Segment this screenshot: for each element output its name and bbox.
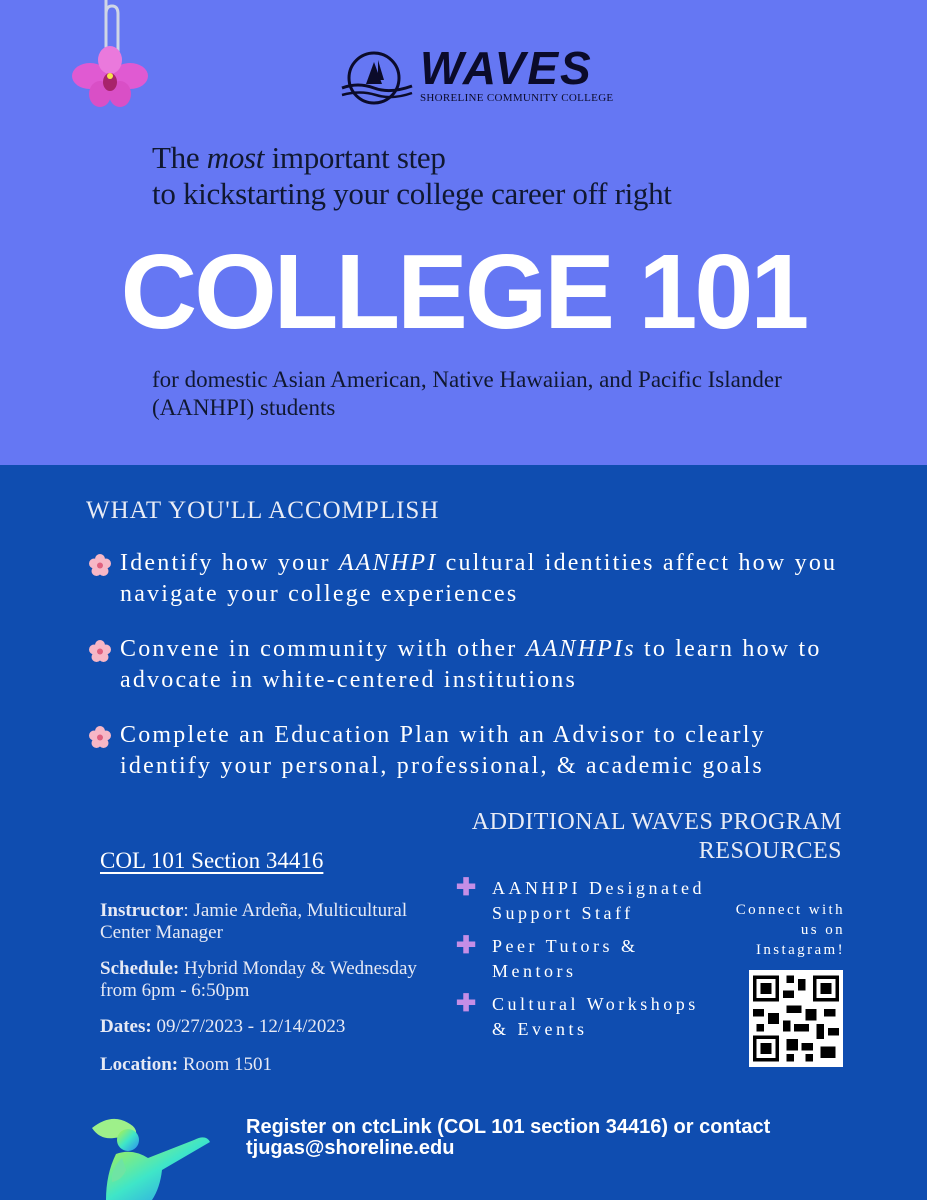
- register-text: Register on ctcLink (COL 101 section 34416) or contact tjugas@shoreline.edu: [246, 1116, 771, 1159]
- tagline-post: important step: [264, 140, 446, 175]
- item-text: Convene in community with other: [120, 636, 526, 662]
- blossom-icon: [86, 726, 114, 748]
- accomplish-item: [86, 720, 846, 782]
- schedule-value: Hybrid Monday & Wednesday from 6pm - 6:50pm: [100, 958, 417, 1001]
- tagline-pre: The: [152, 140, 207, 175]
- dates-label: Dates:: [100, 1016, 152, 1037]
- plus-icon: ✚: [456, 932, 477, 959]
- location-value: Room 1501: [178, 1054, 273, 1075]
- plus-icon: ✚: [456, 990, 477, 1017]
- accomplish-item: [86, 634, 846, 696]
- person-illustration-icon: [82, 1110, 232, 1200]
- item-text-rest: to learn how to advocate in white-centered institutions: [120, 636, 822, 693]
- item-emphasis: AANHPI: [338, 550, 438, 576]
- location-info: [100, 1054, 430, 1076]
- tagline-line2: to kickstarting your college career off right: [152, 176, 672, 211]
- tagline: [152, 140, 672, 212]
- location-label: Location:: [100, 1054, 179, 1075]
- instagram-text: Connect with us on Instagram!: [735, 902, 845, 958]
- accomplish-item: [86, 548, 846, 610]
- instructor-info: [100, 900, 430, 944]
- instructor-value: : Jamie Ardeña, Multicultural Center Manager: [100, 900, 408, 943]
- logo-subtitle: SHORELINE COMMUNITY COLLEGE: [420, 92, 614, 104]
- blossom-icon: [86, 554, 114, 576]
- paperclip-orchid-icon: [70, 0, 150, 112]
- item-text-rest: cultural identities affect how you navigate your college experiences: [120, 550, 838, 607]
- item-emphasis: AANHPIs: [525, 636, 636, 662]
- tagline-emphasis: most: [206, 140, 265, 175]
- resource-label: Cultural Workshops & Events: [492, 994, 699, 1039]
- resources-list: [456, 876, 716, 1050]
- page-title: COLLEGE 101: [120, 233, 807, 351]
- audience-text: for domestic Asian American, Native Hawaiian, and Pacific Islander (AANHPI) students: [152, 367, 782, 420]
- resource-item: [456, 934, 716, 984]
- resource-item: [456, 992, 716, 1042]
- accomplish-heading: WHAT YOU'LL ACCOMPLISH: [86, 497, 440, 524]
- item-text: Complete an Education Plan with an Advisor to clearly identify your personal, professional, & academic goals: [120, 722, 766, 779]
- waves-logo-icon: [338, 50, 416, 106]
- dates-value: 09/27/2023 - 12/14/2023: [151, 1016, 346, 1037]
- resources-heading: ADDITIONAL WAVES PROGRAM RESOURCES: [471, 809, 842, 864]
- blossom-icon: [86, 640, 114, 662]
- course-section-title: COL 101 Section 34416: [100, 848, 324, 873]
- item-text: Identify how your: [120, 550, 339, 576]
- logo-wordmark: WAVES: [420, 42, 593, 94]
- resource-label: AANHPI Designated Support Staff: [492, 878, 705, 923]
- schedule-label: Schedule:: [100, 958, 180, 979]
- plus-icon: ✚: [456, 874, 477, 901]
- resource-item: [456, 876, 716, 926]
- instructor-label: Instructor: [100, 900, 184, 921]
- resource-label: Peer Tutors & Mentors: [492, 936, 639, 981]
- dates-info: [100, 1016, 430, 1038]
- accomplish-list: [86, 548, 846, 806]
- schedule-info: [100, 958, 430, 1002]
- qr-code-icon[interactable]: [749, 970, 843, 1067]
